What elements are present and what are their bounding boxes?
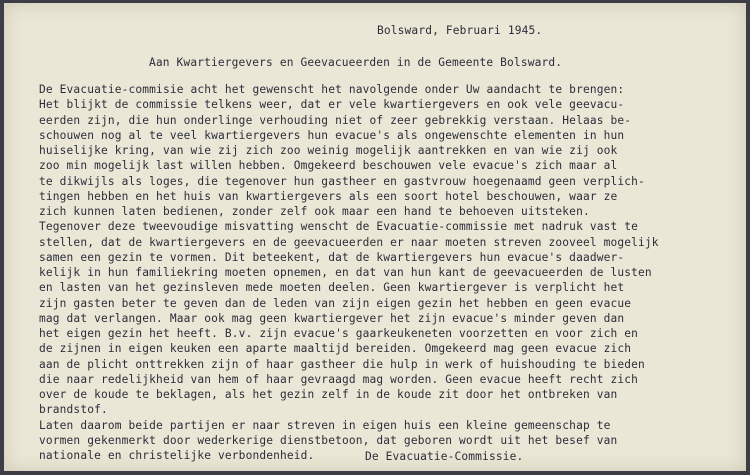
body-line: Tegenover deze tweevoudige misvatting wenscht de Evacuatie-commissie met nadruk vast te bbox=[39, 220, 639, 234]
body-line: eerden zijn, die hun onderlinge verhouding niet of zeer gebrekkig verstaan. Helaas be- bbox=[39, 113, 632, 127]
letter-paper bbox=[4, 3, 746, 471]
body-line: zich kunnen laten bedienen, zonder zelf ook maar een hand te behoeven uitsteken. bbox=[39, 205, 590, 218]
body-line: zoo min mogelijk last willen hebben. Omgekeerd beschouwen vele evacue's zich maar al bbox=[39, 159, 618, 173]
body-line: zijn gasten beter te geven dan de leden van zijn eigen gezin het hebben en geen evacue bbox=[39, 296, 632, 310]
body-line: Het blijkt de commissie telkens weer, dat er vele kwartiergevers en ook vele geevacu- bbox=[39, 98, 625, 112]
body-line: nationale en christelijke verbondenheid. bbox=[39, 449, 315, 462]
body-line: kelijk in hun familiekring moeten opnemen, en dat van hun kant de geevacueerden de lusten bbox=[39, 266, 652, 279]
body-line: samen een gezin te vormen. Dit beteekent, dat de kwartiergevers hun evacue's daadwer- bbox=[39, 250, 625, 264]
body-line: huiselijke kring, van wie zij zich zoo weinig mogelijk aantrekken en van wie zij ook bbox=[39, 144, 618, 157]
body-line: over de koude te beklagen, als het gezin zelf in de koude zit door het ontbreken van bbox=[39, 388, 618, 401]
place-date: Bolsward, Februari 1945. bbox=[377, 24, 543, 37]
body-line: die naar redelijkheid van hem of haar gevraagd mag worden. Geen evacue heeft recht zich bbox=[39, 372, 639, 386]
body-line: het eigen gezin het heeft. B.v. zijn evacue's gaarkeukeneten voorzetten en voor zich en bbox=[39, 327, 639, 340]
body-line: de zijnen in eigen keuken een aparte maaltijd bereiden. Omgekeerd mag geen evacue zich bbox=[39, 342, 632, 356]
body-line: De Evacuatie-commisie acht het gewenscht het navolgende onder Uw aandacht te brengen: bbox=[39, 83, 625, 96]
letter-body bbox=[39, 82, 659, 463]
body-line: tingen hebben en het huis van kwartiergevers als een soort hotel beschouwen, waar ze bbox=[39, 189, 618, 203]
letter-heading: Aan Kwartiergevers en Geevacueerden in de Gemeente Bolsward. bbox=[149, 56, 563, 69]
body-line: stellen, dat de kwartiergevers en de geevacueerden er naar moeten streven zooveel mogelijk bbox=[39, 235, 659, 249]
body-line: vormen gekenmerkt door wederkerige dienstbetoon, dat geboren wordt uit het besef van bbox=[39, 433, 618, 447]
body-line: brandstof. bbox=[39, 403, 108, 417]
body-line: mag dat verlangen. Maar ook mag geen kwartiergever het zijn evacue's minder geven dan bbox=[39, 311, 625, 325]
body-line: Laten daarom beide partijen er naar streven in eigen huis een kleine gemeenschap te bbox=[39, 418, 611, 432]
body-line: en lasten van het gezinsleven mede moeten deelen. Geen kwartiergever is verplicht het bbox=[39, 281, 625, 295]
body-line: te dikwijls als loges, die tegenover hun gastheer en gastvrouw hoegenaamd geen verplich- bbox=[39, 174, 645, 188]
signature: De Evacuatie-Commissie. bbox=[365, 450, 524, 463]
body-line: aan de plicht onttrekken zijn of haar gastheer die hulp in werk of huishouding te bieden bbox=[39, 357, 645, 371]
body-line: schouwen nog al te veel kwartiergevers hun evacue's als ongewenschte elementen in hun bbox=[39, 128, 625, 142]
